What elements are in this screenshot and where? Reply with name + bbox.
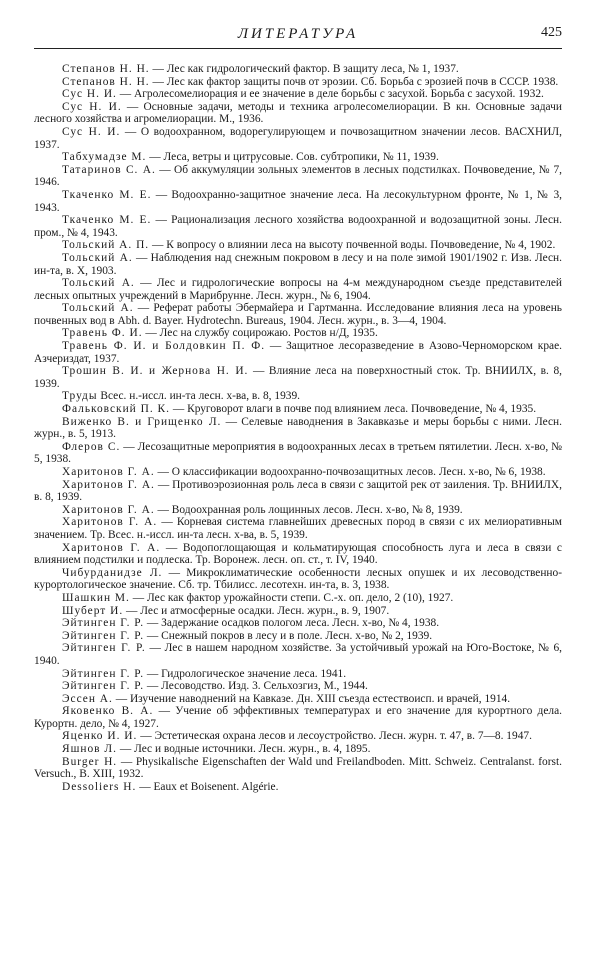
bibliography-entry (34, 239, 562, 252)
entry-text: — Наблюдения над снежным покровом в лесу и на поле зимой 1901/1902 г. Изв. Лесн. ин-та, в. X, 1903. (34, 251, 562, 277)
entry-text: — Водопоглощающая и кольматирующая способность луга и леса в связи с влиянием подстилки и подлеска. Тр. Воронеж. лесн. оп. ст., т. IV, 1940. (34, 541, 562, 567)
bibliography-entry (34, 516, 562, 541)
entry-author: Харитонов Г. А. (62, 541, 161, 554)
bibliography-entry (34, 705, 562, 730)
bibliography-entry (34, 781, 562, 794)
entry-author: Чибурданидзе Л. (62, 566, 163, 579)
entry-text: — Лесоводство. Изд. 3. Сельхозгиз, М., 1944. (146, 680, 368, 693)
entry-author: Ткаченко М. Е. (62, 214, 152, 227)
entry-text: — Лес в нашем народном хозяйстве. За устойчивый урожай на Юго-Востоке, № 6, 1940. (34, 642, 562, 667)
bibliography-entry (34, 617, 562, 630)
entry-text: — Лес и атмосферные осадки. Лесн. журн., в. 9, 1907. (126, 604, 390, 617)
bibliography-entry (34, 680, 562, 693)
bibliography-entry (34, 441, 562, 466)
entry-text: — Eaux et Boisenent. Algérie. (139, 780, 279, 793)
entry-text: — Лес как фактор урожайности степи. С.-х. оп. дело, 2 (10), 1927. (132, 591, 454, 604)
entry-text: — Лес и водные источники. Лесн. журн., в. 4, 1895. (119, 743, 371, 756)
entry-text: — Корневая система главнейших древесных пород в связи с их мелиоративным значением. Тр. Всес. н.-иссл. ин-та лесн. х-ва, в. 5, 1939. (34, 516, 562, 541)
entry-text: — Микроклиматические особенности лесных опушек и их лесоводственно-курортологическое значение. Сб. тр. Тбилисс. лесотехн. ин-та, в. 3, 1938. (34, 566, 562, 592)
entry-author: Тольский А. (62, 277, 135, 290)
entry-text: — Лес и гидрологические вопросы на 4-м международном съезде представителей лесных опытных учреждений в Марибрунне. Лесн. журн., № 6, 1904. (34, 277, 562, 302)
entry-author: Яшнов Л. (62, 743, 117, 756)
entry-text: — Гидрологическое значение леса. 1941. (146, 667, 347, 680)
entry-text: — Эстетическая охрана лесов и лесоустройство. Лесн. журн. т. 47, в. 7—8. 1947. (140, 730, 532, 743)
entry-text: — Агролесомелиорация и ее значение в деле борьбы с засухой. Борьба с засухой. 1932. (119, 88, 544, 101)
entry-author: Травень Ф. И. и Болдовкин П. Ф. (62, 340, 266, 353)
entry-author: Харитонов Г. А. (62, 466, 155, 478)
entry-text: — Селевые наводнения в Закавказье и меры борьбы с ними. Лесн. журн., в. 5, 1913. (34, 415, 562, 441)
page-number: 425 (541, 25, 562, 40)
bibliography-entry (34, 592, 562, 605)
bibliography-entry (34, 302, 562, 327)
entry-text: — О классификации водоохранно-почвозащитных лесов. Лесн. х-во, № 6, 1938. (157, 466, 546, 478)
entry-text: — Снежный покров в лесу и в поле. Лесн. х-во, № 2, 1939. (146, 629, 433, 642)
bibliography-entry (34, 189, 562, 214)
entry-text: — О водоохранном, водорегулирующем и почвозащитном значении лесов. ВАСХНИЛ, 1937. (34, 125, 562, 151)
entry-author: Степанов Н. Н. (62, 63, 150, 75)
entry-text: — Учение об эффективных температурах и его значение для курортного дела. Курортн. дело, № 4, 1927. (34, 705, 562, 730)
bibliography-entry (34, 88, 562, 101)
bibliography-entry (34, 365, 562, 390)
entry-text: — Леса, ветры и цитрусовые. Сов. субтропики, № 11, 1939. (149, 151, 439, 164)
bibliography-entry (34, 466, 562, 479)
entry-author: Эйтинген Г. Р. (62, 667, 145, 680)
bibliography-entry (34, 340, 562, 365)
bibliography-entry (34, 126, 562, 151)
entry-author: Эйтинген Г. Р. (62, 680, 145, 693)
section-title: ЛИТЕРАТУРА (237, 26, 359, 42)
entry-author: Татаринов С. А. (62, 163, 156, 176)
entry-author: Тольский А. П. (62, 239, 150, 252)
running-header (34, 22, 562, 49)
entry-author: Харитонов Г. А. (62, 478, 155, 491)
entry-author: Ткаченко М. Е. (62, 188, 152, 201)
entry-text: — Лес на службу социрожаю. Ростов н/Д, 1935. (145, 327, 378, 340)
entry-author: Флеров С. (62, 440, 121, 453)
bibliography-entry (34, 277, 562, 302)
entry-text: — Влияние леса на поверхностный сток. Тр. ВНИИЛХ, в. 8, 1939. (34, 365, 562, 390)
bibliography-entry (34, 668, 562, 681)
entry-author: Сус Н. И. (62, 100, 122, 113)
bibliography-entry (34, 390, 562, 403)
bibliography-entry (34, 504, 562, 517)
bibliography-entry (34, 542, 562, 567)
entry-text: — Лесозащитные мероприятия в водоохранных лесах в третьем пятилетии. Лесн. х-во, № 5, 1938. (34, 440, 562, 466)
bibliography-entry (34, 164, 562, 189)
bibliography-entry (34, 63, 562, 76)
bibliography-entry (34, 642, 562, 667)
bibliography-entry (34, 416, 562, 441)
entry-text: — Лес как фактор защиты почв от эрозии. Сб. Борьба с эрозией почв в СССР. 1938. (152, 75, 559, 88)
entry-author: Трошин В. И. и Жернова Н. И. (62, 365, 249, 378)
entry-text: — К вопросу о влиянии леса на высоту почвенной воды. Почвоведение, № 4, 1902. (152, 239, 556, 252)
bibliography-entry (34, 252, 562, 277)
entry-author: Травень Ф. И. (62, 327, 143, 340)
bibliography-list (34, 63, 562, 793)
entry-author: Харитонов Г. А. (62, 516, 158, 529)
entry-text: — Круговорот влаги в почве под влиянием леса. Почвоведение, № 4, 1935. (172, 403, 537, 416)
entry-author: Степанов Н. Н. (62, 75, 150, 88)
entry-text: — Основные задачи, методы и техника агролесомелиорации. В кн. Основные задачи лесного хозяйства и агромелиорации. М., 1936. (34, 100, 562, 126)
bibliography-entry (34, 403, 562, 416)
bibliography-entry (34, 756, 562, 781)
entry-author: Харитонов Г. А. (62, 503, 155, 516)
entry-author: Сус Н. И. (62, 125, 121, 138)
bibliography-entry (34, 214, 562, 239)
bibliography-entry (34, 327, 562, 340)
bibliography-entry (34, 743, 562, 756)
entry-text: — Реферат работы Эбермайера и Гартманна. Исследование влияния леса на уровень почвенных вод в Abh. d. Bayer. Hydrotechn. Bureaus, 1904. Лесн. журн., в. 3—4, 1904. (34, 302, 562, 327)
entry-author: Шуберт И. (62, 604, 124, 617)
entry-text: — Изучение наводнений на Кавказе. Дн. XIII съезда естествоисп. и врачей, 1914. (115, 692, 511, 705)
bibliography-entry (34, 151, 562, 164)
entry-text: — Задержание осадков пологом леса. Лесн. х-во, № 4, 1938. (146, 617, 440, 630)
entry-author: Яковенко В. А. (62, 705, 154, 718)
entry-author: Фальковский П. К. (62, 403, 170, 416)
entry-author: Burger H. (62, 755, 118, 768)
entry-author: Эйтинген Г. Р. (62, 642, 146, 655)
entry-author: Шашкин М. (62, 591, 130, 604)
entry-text: — Водоохранно-защитное значение леса. На лесокультурном фронте, № 1, № 3, 1943. (34, 188, 562, 214)
entry-author: Труды (62, 390, 98, 403)
entry-author: Сус Н. И. (62, 88, 117, 101)
entry-author: Dessoliers H. (62, 780, 137, 793)
bibliography-entry (34, 693, 562, 706)
entry-author: Табхумадзе М. (62, 151, 147, 164)
bibliography-entry (34, 605, 562, 618)
entry-text: — Physikalische Eigenschaften der Wald und Freilandboden. Mitt. Schweiz. Centralanst. forst. Versuch., B. XIII, 1932. (34, 755, 562, 781)
bibliography-entry (34, 730, 562, 743)
entry-author: Тольский А. (62, 251, 133, 264)
bibliography-entry (34, 76, 562, 89)
entry-author: Эйтинген Г. Р. (62, 617, 145, 630)
entry-text: — Противоэрозионная роль леса в связи с защитой рек от заиления. Тр. ВНИИЛХ, в. 8, 1939. (34, 478, 562, 504)
entry-text: — Защитное лесоразведение в Азово-Черноморском крае. Азчериздат, 1937. (34, 340, 562, 365)
entry-text: Всес. н.-иссл. ин-та лесн. х-ва, в. 8, 1939. (100, 390, 301, 403)
bibliography-entry (34, 479, 562, 504)
entry-text: — Об аккумуляции зольных элементов в лесных подстилках. Почвоведение, № 7, 1946. (34, 163, 562, 189)
entry-text: — Рационализация лесного хозяйства водоохранной и водозащитной зоны. Лесн. пром., № 4, 1943. (34, 214, 562, 239)
entry-text: — Водоохранная роль лощинных лесов. Лесн. х-во, № 8, 1939. (157, 503, 463, 516)
bibliography-entry (34, 567, 562, 592)
bibliography-entry (34, 101, 562, 126)
entry-author: Тольский А. (62, 302, 134, 315)
entry-text: — Лес как гидрологический фактор. В защиту леса, № 1, 1937. (152, 63, 459, 75)
entry-author: Яценко И. И. (62, 730, 138, 743)
entry-author: Эссен А. (62, 692, 113, 705)
entry-author: Виженко В. и Грищенко Л. (62, 415, 222, 428)
entry-author: Эйтинген Г. Р. (62, 629, 145, 642)
bibliography-entry (34, 630, 562, 643)
